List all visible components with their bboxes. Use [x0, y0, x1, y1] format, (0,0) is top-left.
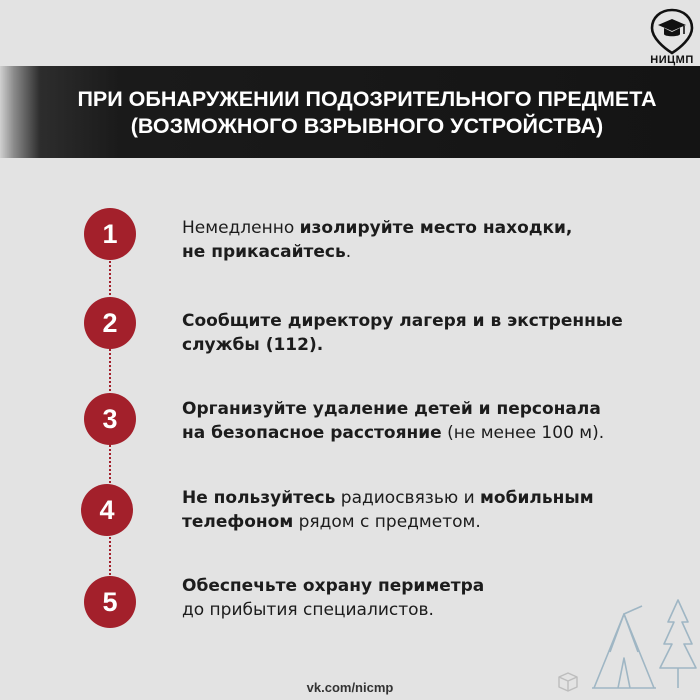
- step-3-text-run: (не менее 100 м).: [441, 423, 605, 443]
- step-1-text-run: изолируйте место находки,: [299, 218, 573, 238]
- nicmp-logo: [644, 6, 700, 70]
- pine-tree-icon: [660, 600, 696, 688]
- step-2-text-run: Сообщите директору лагеря и в экстренные: [182, 311, 623, 331]
- step-number-3: 3: [84, 393, 136, 445]
- step-text-5: [182, 574, 484, 622]
- graduation-cap-pin-icon: [644, 6, 700, 56]
- step-text-3: [182, 397, 604, 445]
- step-4-text-run: рядом с предметом.: [293, 512, 481, 532]
- step-2-text-run: службы (112).: [182, 335, 324, 355]
- step-4-text-run: мобильным: [480, 488, 594, 508]
- logo-text: НИЦМП: [650, 54, 694, 66]
- step-text-1: [182, 216, 572, 264]
- step-1-text-run: Немедленно: [182, 218, 300, 238]
- step-5-text-run: до прибытия специалистов.: [182, 600, 434, 620]
- step-1-text-run: .: [345, 242, 352, 262]
- step-number-5: 5: [84, 576, 136, 628]
- step-number-4: 4: [81, 484, 133, 536]
- step-4-text-run: Не пользуйтесь: [182, 488, 336, 508]
- step-4-text-run: радиосвязью и: [335, 488, 481, 508]
- step-number-2: 2: [84, 297, 136, 349]
- step-3-text-run: Организуйте удаление детей и персонала: [182, 399, 601, 419]
- title-line-2: (ВОЗМОЖНОГО ВЗРЫВНОГО УСТРОЙСТВА): [130, 114, 604, 138]
- step-1-text-run: не прикасайтесь: [182, 242, 346, 262]
- footer-link[interactable]: vk.com/nicmp: [306, 680, 394, 695]
- step-3-text-run: на безопасное расстояние: [182, 423, 442, 443]
- step-text-4: [182, 486, 594, 534]
- tent-icon: [590, 592, 700, 692]
- step-text-2: [182, 309, 623, 357]
- step-4-text-run: телефоном: [182, 512, 294, 532]
- step-number-1: 1: [84, 208, 136, 260]
- title-line-1: ПРИ ОБНАРУЖЕНИИ ПОДОЗРИТЕЛЬНОГО ПРЕДМЕТА: [77, 87, 657, 111]
- step-5-text-run: Обеспечьте охрану периметра: [182, 576, 485, 596]
- page-title: [34, 86, 700, 140]
